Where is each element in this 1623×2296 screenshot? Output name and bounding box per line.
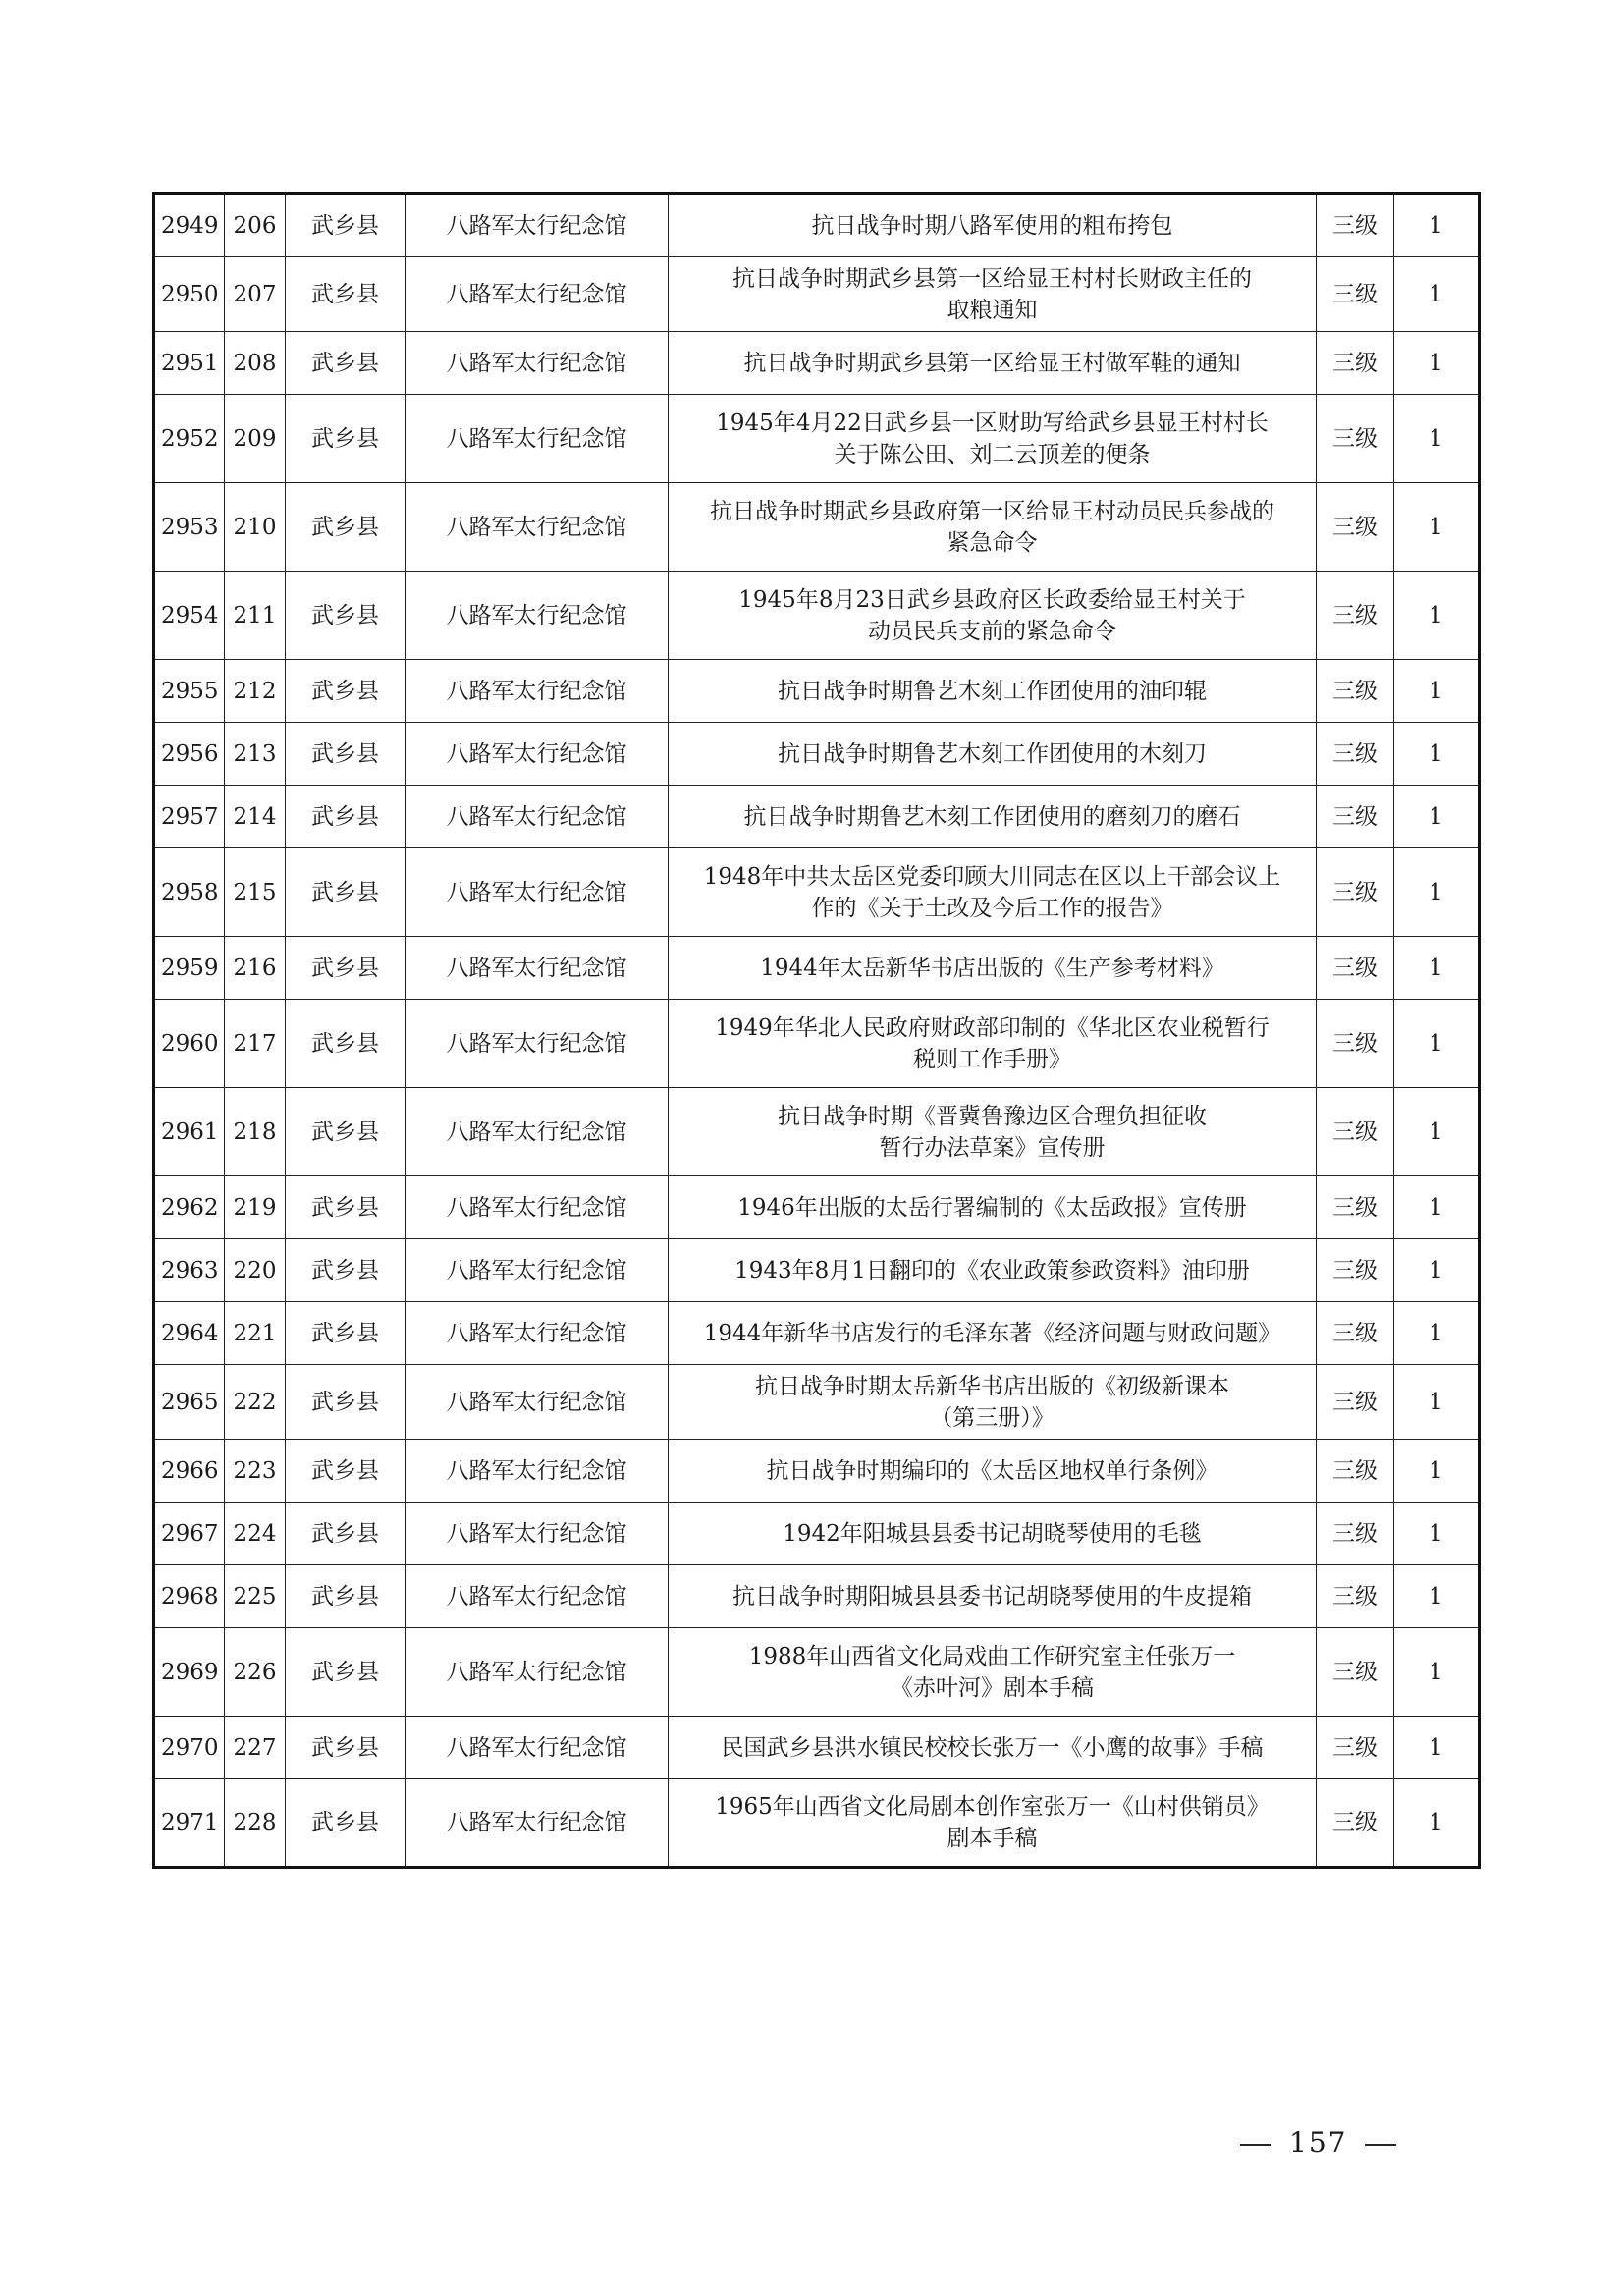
cell-serial: 2959 <box>154 937 225 1000</box>
cell-unit: 八路军太行纪念馆 <box>406 572 669 660</box>
table-row <box>154 1565 1480 1628</box>
description-line: 紧急命令 <box>947 529 1038 556</box>
cell-serial: 2965 <box>154 1365 225 1440</box>
description-line: 暂行办法草案》宣传册 <box>879 1134 1106 1161</box>
cell-serial: 2954 <box>154 572 225 660</box>
cell-grade: 三级 <box>1317 194 1394 257</box>
description-line: （第三册）》 <box>930 1404 1055 1431</box>
table-row <box>154 1000 1480 1088</box>
cell-county: 武乡县 <box>286 786 406 848</box>
cell-unit: 八路军太行纪念馆 <box>406 395 669 483</box>
cell-description <box>669 257 1317 332</box>
cell-serial: 2956 <box>154 723 225 786</box>
cell-grade: 三级 <box>1317 572 1394 660</box>
cell-description <box>669 786 1317 848</box>
table-row <box>154 1503 1480 1565</box>
cell-description <box>669 1176 1317 1239</box>
cell-sub-serial: 212 <box>225 660 286 723</box>
cell-grade: 三级 <box>1317 1503 1394 1565</box>
description-line: 1942年阳城县县委书记胡晓琴使用的毛毯 <box>783 1520 1202 1547</box>
description-line: 民国武乡县洪水镇民校校长张万一《小鹰的故事》手稿 <box>721 1734 1264 1761</box>
cell-unit: 八路军太行纪念馆 <box>406 332 669 395</box>
cell-sub-serial: 220 <box>225 1239 286 1302</box>
cell-grade: 三级 <box>1317 1440 1394 1503</box>
cell-county: 武乡县 <box>286 1717 406 1779</box>
cell-county: 武乡县 <box>286 1565 406 1628</box>
table-row <box>154 786 1480 848</box>
cell-grade: 三级 <box>1317 257 1394 332</box>
cell-sub-serial: 226 <box>225 1628 286 1717</box>
cell-serial: 2950 <box>154 257 225 332</box>
table-row <box>154 194 1480 257</box>
table-row <box>154 257 1480 332</box>
cell-sub-serial: 215 <box>225 848 286 937</box>
description-line: 1965年山西省文化局剧本创作室张万一《山村供销员》 <box>715 1794 1270 1820</box>
table-row <box>154 1440 1480 1503</box>
table-row <box>154 1176 1480 1239</box>
cell-quantity: 1 <box>1394 1565 1480 1628</box>
cell-serial: 2964 <box>154 1302 225 1365</box>
cell-grade: 三级 <box>1317 1088 1394 1176</box>
cell-description <box>669 332 1317 395</box>
cell-unit: 八路军太行纪念馆 <box>406 257 669 332</box>
cell-serial: 2963 <box>154 1239 225 1302</box>
cell-quantity: 1 <box>1394 194 1480 257</box>
cell-quantity: 1 <box>1394 395 1480 483</box>
cell-sub-serial: 224 <box>225 1503 286 1565</box>
cell-sub-serial: 207 <box>225 257 286 332</box>
cell-unit: 八路军太行纪念馆 <box>406 1239 669 1302</box>
cell-county: 武乡县 <box>286 1176 406 1239</box>
cell-sub-serial: 219 <box>225 1176 286 1239</box>
description-line: 抗日战争时期武乡县政府第一区给显王村动员民兵参战的 <box>710 498 1274 524</box>
cell-unit: 八路军太行纪念馆 <box>406 937 669 1000</box>
cell-serial: 2955 <box>154 660 225 723</box>
table-row <box>154 1239 1480 1302</box>
cell-county: 武乡县 <box>286 332 406 395</box>
cell-description <box>669 1565 1317 1628</box>
description-line: 作的《关于土改及今后工作的报告》 <box>811 895 1173 921</box>
cell-description <box>669 1365 1317 1440</box>
cell-sub-serial: 211 <box>225 572 286 660</box>
cell-sub-serial: 223 <box>225 1440 286 1503</box>
description-line: 1944年太岳新华书店出版的《生产参考材料》 <box>760 955 1224 981</box>
table-row <box>154 1779 1480 1868</box>
description-line: 抗日战争时期鲁艺木刻工作团使用的木刻刀 <box>778 740 1207 767</box>
cell-sub-serial: 218 <box>225 1088 286 1176</box>
cell-county: 武乡县 <box>286 1440 406 1503</box>
cell-unit: 八路军太行纪念馆 <box>406 194 669 257</box>
cell-county: 武乡县 <box>286 1088 406 1176</box>
cell-sub-serial: 213 <box>225 723 286 786</box>
cell-serial: 2969 <box>154 1628 225 1717</box>
cell-description <box>669 194 1317 257</box>
cell-serial: 2962 <box>154 1176 225 1239</box>
cell-county: 武乡县 <box>286 1365 406 1440</box>
cell-sub-serial: 221 <box>225 1302 286 1365</box>
description-line: 1988年山西省文化局戏曲工作研究室主任张万一 <box>748 1643 1236 1669</box>
cell-sub-serial: 208 <box>225 332 286 395</box>
cell-sub-serial: 214 <box>225 786 286 848</box>
cell-county: 武乡县 <box>286 1779 406 1868</box>
cell-sub-serial: 225 <box>225 1565 286 1628</box>
description-line: 《赤叶河》剧本手稿 <box>891 1674 1094 1701</box>
cell-grade: 三级 <box>1317 660 1394 723</box>
table-row <box>154 1717 1480 1779</box>
cell-serial: 2953 <box>154 483 225 572</box>
cell-quantity: 1 <box>1394 848 1480 937</box>
cell-description <box>669 1628 1317 1717</box>
table-row <box>154 660 1480 723</box>
description-line: 抗日战争时期《晋冀鲁豫边区合理负担征收 <box>778 1103 1207 1129</box>
cell-serial: 2960 <box>154 1000 225 1088</box>
cell-unit: 八路军太行纪念馆 <box>406 1176 669 1239</box>
cell-grade: 三级 <box>1317 1302 1394 1365</box>
cell-county: 武乡县 <box>286 395 406 483</box>
cell-county: 武乡县 <box>286 1503 406 1565</box>
cell-description <box>669 1239 1317 1302</box>
cell-grade: 三级 <box>1317 786 1394 848</box>
page-number: 157 <box>1289 2126 1348 2159</box>
description-line: 动员民兵支前的紧急命令 <box>868 618 1116 644</box>
cell-grade: 三级 <box>1317 1176 1394 1239</box>
cell-grade: 三级 <box>1317 483 1394 572</box>
cell-quantity: 1 <box>1394 1779 1480 1868</box>
description-line: 抗日战争时期鲁艺木刻工作团使用的油印辊 <box>778 678 1207 704</box>
cell-quantity: 1 <box>1394 1503 1480 1565</box>
cell-quantity: 1 <box>1394 572 1480 660</box>
cell-description <box>669 1440 1317 1503</box>
cell-quantity: 1 <box>1394 332 1480 395</box>
page-footer <box>1222 2126 1414 2159</box>
cell-unit: 八路军太行纪念馆 <box>406 1565 669 1628</box>
description-line: 1945年4月22日武乡县一区财助写给武乡县显王村村长 <box>716 410 1269 436</box>
cell-county: 武乡县 <box>286 257 406 332</box>
cell-county: 武乡县 <box>286 483 406 572</box>
description-line: 抗日战争时期武乡县第一区给显王村村长财政主任的 <box>732 265 1252 292</box>
table-row <box>154 1088 1480 1176</box>
table-row <box>154 848 1480 937</box>
cell-description <box>669 1779 1317 1868</box>
cell-grade: 三级 <box>1317 332 1394 395</box>
description-line: 关于陈公田、刘二云顶差的便条 <box>834 441 1151 467</box>
cell-description <box>669 1088 1317 1176</box>
cell-sub-serial: 217 <box>225 1000 286 1088</box>
description-line: 抗日战争时期阳城县县委书记胡晓琴使用的牛皮提箱 <box>732 1583 1252 1610</box>
table-row <box>154 1628 1480 1717</box>
cell-unit: 八路军太行纪念馆 <box>406 1503 669 1565</box>
cell-quantity: 1 <box>1394 1440 1480 1503</box>
cell-unit: 八路军太行纪念馆 <box>406 1365 669 1440</box>
description-line: 抗日战争时期编印的《太岳区地权单行条例》 <box>766 1457 1218 1484</box>
cell-serial: 2958 <box>154 848 225 937</box>
cell-grade: 三级 <box>1317 1717 1394 1779</box>
cell-quantity: 1 <box>1394 1176 1480 1239</box>
cell-unit: 八路军太行纪念馆 <box>406 1440 669 1503</box>
cell-quantity: 1 <box>1394 1628 1480 1717</box>
cell-serial: 2967 <box>154 1503 225 1565</box>
cell-county: 武乡县 <box>286 1628 406 1717</box>
cell-county: 武乡县 <box>286 937 406 1000</box>
cell-quantity: 1 <box>1394 1302 1480 1365</box>
cell-description <box>669 1503 1317 1565</box>
cell-sub-serial: 209 <box>225 395 286 483</box>
description-line: 1944年新华书店发行的毛泽东著《经济问题与财政问题》 <box>703 1320 1281 1346</box>
cell-serial: 2970 <box>154 1717 225 1779</box>
cell-grade: 三级 <box>1317 848 1394 937</box>
cell-grade: 三级 <box>1317 1239 1394 1302</box>
description-line: 抗日战争时期鲁艺木刻工作团使用的磨刻刀的磨石 <box>743 803 1241 830</box>
cell-description <box>669 848 1317 937</box>
table-row <box>154 572 1480 660</box>
cell-serial: 2966 <box>154 1440 225 1503</box>
cell-serial: 2949 <box>154 194 225 257</box>
description-line: 剧本手稿 <box>947 1826 1038 1851</box>
description-line: 1949年华北人民政府财政部印制的《华北区农业税暂行 <box>715 1014 1270 1041</box>
cell-unit: 八路军太行纪念馆 <box>406 483 669 572</box>
cell-unit: 八路军太行纪念馆 <box>406 848 669 937</box>
table-row <box>154 937 1480 1000</box>
cell-serial: 2968 <box>154 1565 225 1628</box>
cell-description <box>669 937 1317 1000</box>
cell-serial: 2961 <box>154 1088 225 1176</box>
cell-quantity: 1 <box>1394 257 1480 332</box>
table-body <box>154 194 1480 1868</box>
cell-unit: 八路军太行纪念馆 <box>406 786 669 848</box>
description-line: 取粮通知 <box>947 297 1038 323</box>
footer-dash-left <box>1240 2144 1271 2146</box>
cell-quantity: 1 <box>1394 786 1480 848</box>
cell-unit: 八路军太行纪念馆 <box>406 1779 669 1868</box>
cell-unit: 八路军太行纪念馆 <box>406 660 669 723</box>
description-line: 1948年中共太岳区党委印顾大川同志在区以上干部会议上 <box>703 863 1281 890</box>
cell-county: 武乡县 <box>286 848 406 937</box>
cell-description <box>669 1302 1317 1365</box>
cell-sub-serial: 228 <box>225 1779 286 1868</box>
cell-county: 武乡县 <box>286 1302 406 1365</box>
cell-county: 武乡县 <box>286 1000 406 1088</box>
description-line: 抗日战争时期武乡县第一区给显王村做军鞋的通知 <box>743 350 1241 376</box>
table-row <box>154 395 1480 483</box>
cell-grade: 三级 <box>1317 1779 1394 1868</box>
description-line: 税则工作手册》 <box>913 1046 1071 1072</box>
cell-unit: 八路军太行纪念馆 <box>406 1628 669 1717</box>
relics-table <box>152 192 1481 1869</box>
cell-quantity: 1 <box>1394 660 1480 723</box>
cell-county: 武乡县 <box>286 1239 406 1302</box>
table-row <box>154 332 1480 395</box>
cell-grade: 三级 <box>1317 937 1394 1000</box>
cell-quantity: 1 <box>1394 937 1480 1000</box>
cell-quantity: 1 <box>1394 483 1480 572</box>
cell-quantity: 1 <box>1394 1365 1480 1440</box>
description-line: 1946年出版的太岳行署编制的《太岳政报》宣传册 <box>737 1194 1247 1221</box>
table-row <box>154 1302 1480 1365</box>
description-line: 1943年8月1日翻印的《农业政策参政资料》油印册 <box>734 1257 1250 1284</box>
cell-county: 武乡县 <box>286 723 406 786</box>
footer-dash-right <box>1365 2144 1396 2146</box>
table-row <box>154 483 1480 572</box>
cell-grade: 三级 <box>1317 395 1394 483</box>
cell-quantity: 1 <box>1394 1717 1480 1779</box>
cell-grade: 三级 <box>1317 1000 1394 1088</box>
cell-quantity: 1 <box>1394 723 1480 786</box>
cell-grade: 三级 <box>1317 1365 1394 1440</box>
cell-quantity: 1 <box>1394 1000 1480 1088</box>
cell-serial: 2951 <box>154 332 225 395</box>
cell-grade: 三级 <box>1317 723 1394 786</box>
description-line: 抗日战争时期太岳新华书店出版的《初级新课本 <box>755 1373 1229 1399</box>
cell-serial: 2971 <box>154 1779 225 1868</box>
cell-quantity: 1 <box>1394 1239 1480 1302</box>
cell-unit: 八路军太行纪念馆 <box>406 1088 669 1176</box>
cell-serial: 2957 <box>154 786 225 848</box>
cell-description <box>669 1717 1317 1779</box>
cell-sub-serial: 216 <box>225 937 286 1000</box>
cell-description <box>669 395 1317 483</box>
cell-description <box>669 723 1317 786</box>
cell-description <box>669 572 1317 660</box>
cell-sub-serial: 227 <box>225 1717 286 1779</box>
cell-unit: 八路军太行纪念馆 <box>406 723 669 786</box>
cell-unit: 八路军太行纪念馆 <box>406 1717 669 1779</box>
cell-county: 武乡县 <box>286 660 406 723</box>
cell-description <box>669 483 1317 572</box>
table-row <box>154 723 1480 786</box>
table-row <box>154 1365 1480 1440</box>
cell-county: 武乡县 <box>286 194 406 257</box>
cell-description <box>669 1000 1317 1088</box>
cell-unit: 八路军太行纪念馆 <box>406 1302 669 1365</box>
cell-sub-serial: 210 <box>225 483 286 572</box>
cell-serial: 2952 <box>154 395 225 483</box>
cell-sub-serial: 222 <box>225 1365 286 1440</box>
cell-unit: 八路军太行纪念馆 <box>406 1000 669 1088</box>
cell-county: 武乡县 <box>286 572 406 660</box>
cell-grade: 三级 <box>1317 1565 1394 1628</box>
description-line: 1945年8月23日武乡县政府区长政委给显王村关于 <box>738 586 1246 613</box>
description-line: 抗日战争时期八路军使用的粗布挎包 <box>811 213 1173 239</box>
cell-description <box>669 660 1317 723</box>
cell-sub-serial: 206 <box>225 194 286 257</box>
cell-quantity: 1 <box>1394 1088 1480 1176</box>
cell-grade: 三级 <box>1317 1628 1394 1717</box>
